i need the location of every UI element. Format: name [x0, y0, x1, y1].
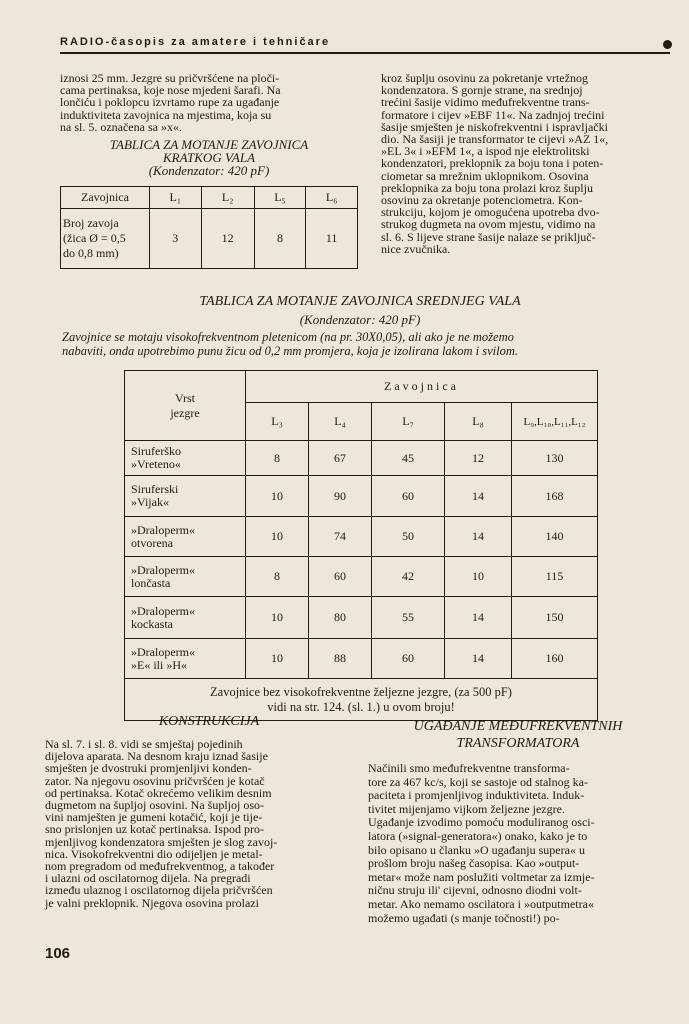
table2 — [124, 370, 598, 721]
text-line: dio. Na šasiji je transformator te cijevi »AZ 1«, — [381, 132, 609, 147]
text-line: trećini šasije vidimo međufrekventne trans- — [381, 95, 590, 110]
table2-cell: 50 — [372, 517, 445, 557]
table1-title-line: TABLICA ZA MOTANJE ZAVOJNICA — [109, 137, 309, 152]
table2-cell: 10 — [246, 476, 309, 517]
table2-cell: 160 — [512, 639, 598, 679]
table-row — [125, 557, 598, 597]
table2-cell: 88 — [309, 639, 372, 679]
text-line: mjenljivog kondenzatora smješten je slog zavoj- — [45, 834, 278, 849]
text-line: strukog dugmeta na ovom mjestu, vidimo na — [381, 217, 596, 232]
core-name: lončasta — [131, 575, 171, 590]
table2-cell: 80 — [309, 597, 372, 639]
table2-cell: 140 — [512, 517, 598, 557]
text-line: je valni preklopnik. Njegova osovina prolazi — [45, 895, 259, 910]
table2-cell: 10 — [246, 517, 309, 557]
text-line: cama pertinaksa, koje nose mjedeni šarafi. Na — [60, 83, 281, 98]
table1-cell: 11 — [306, 209, 358, 269]
row-label-line: (žica Ø = 0,5 — [63, 231, 126, 245]
core-type — [125, 557, 246, 597]
table2-cell: 55 — [372, 597, 445, 639]
left-top-text — [60, 72, 358, 133]
running-header: RADIO-časopis za amatere i tehničare — [60, 36, 331, 48]
core-name: otvorena — [131, 535, 173, 550]
header-dot — [663, 40, 672, 49]
ugadanje-title-line: UGAĐANJE MEĐUFREKVENTNIH — [413, 719, 623, 734]
core-type — [125, 597, 246, 639]
text-line: nom pregradom od međufrekventnog, a također — [45, 859, 275, 874]
table-row — [125, 639, 598, 679]
text-line: nica. Visokofrekventni dio odijeljen je metal- — [45, 846, 263, 861]
table2-col-header: L₈ — [445, 403, 512, 441]
table2-cell: 10 — [445, 557, 512, 597]
text-line: metar. Ako nemamo oscilatora i »outputmetra« — [368, 896, 594, 911]
corner-line: jezgre — [170, 405, 200, 420]
table2-cell: 60 — [372, 639, 445, 679]
core-name: »Vreteno« — [131, 457, 181, 471]
right-top-text — [381, 72, 679, 255]
table2-cell: 12 — [445, 441, 512, 476]
text-line: dijelova aparata. Na desnom kraju iznad šasije — [45, 749, 268, 764]
core-type — [125, 517, 246, 557]
corner-line: Vrst — [175, 390, 195, 405]
table2-cell: 8 — [246, 441, 309, 476]
table2-cell: 60 — [372, 476, 445, 517]
core-name: kockasta — [131, 616, 173, 631]
text-line: sl. 6. S lijeve strane šasije nalaze se priključ- — [381, 229, 596, 244]
table2-group-row — [125, 371, 598, 403]
text-line: prošlom broju našeg časopisa. Kao »output- — [368, 856, 580, 871]
text-line: od pertinaksa. Kotač okrećemo velikim desnim — [45, 785, 272, 800]
table2-cell: 74 — [309, 517, 372, 557]
text-line: iznosi 25 mm. Jezgre su pričvršćene na ploči- — [60, 71, 280, 85]
table2-cell: 42 — [372, 557, 445, 597]
core-name: »Draloperm« — [131, 603, 195, 618]
table2-cell: 168 — [512, 476, 598, 517]
text-line: ciometar sa mrežnim uklopnikom. Osovina — [381, 168, 589, 183]
table2-title: TABLICA ZA MOTANJE ZAVOJNICA SREDNJEG VALA — [199, 294, 521, 309]
core-name: »E« ili »H« — [131, 657, 187, 672]
page-number: 106 — [45, 945, 71, 962]
row-label-line: do 0,8 mm) — [63, 246, 119, 260]
table2-cell: 150 — [512, 597, 598, 639]
table2-col-header: L₃ — [246, 403, 309, 441]
text-line: bilo opisano u članku »O ugađanju supera« u — [368, 842, 585, 857]
table-row — [125, 441, 598, 476]
table1-title-line: KRATKOG VALA — [162, 150, 256, 165]
text-line: tore za 467 kc/s, koji se sastoje od stalnog ka- — [368, 774, 588, 789]
table1-header: L₂ — [201, 187, 254, 209]
text-line: sno prislonjen uz kotač pertinaksa. Ispod pro- — [45, 822, 264, 837]
table2-group-header: Zavojnica — [246, 371, 598, 403]
table1-row-label — [61, 209, 150, 269]
text-line: preklopnika za boju tona prolazi kroz šuplju — [381, 180, 593, 195]
table2-intro — [62, 330, 672, 358]
text-line: zator. Na njegovu osovinu pričvršćen je kotač — [45, 773, 265, 788]
ugadanje-title-line: TRANSFORMATORA — [456, 736, 580, 751]
text-line: paciteta i promjenljivog induktiviteta. Induk- — [368, 788, 585, 803]
table1-cell: 8 — [254, 209, 306, 269]
intro-line: nabaviti, onda upotrebimo punu žicu od 0,2 mm promjera, koja je izolirana lakom i svilom. — [62, 344, 518, 358]
core-name: Siruferško — [131, 444, 181, 458]
text-line: kroz šuplju osovinu za pokretanje vrtežnog — [381, 71, 588, 85]
core-type — [125, 441, 246, 476]
text-line: induktiviteta zavojnica na mjestima, koja su — [60, 107, 272, 122]
text-line: i ulazni od oscilatornog dijela. Na pregradi — [45, 871, 251, 886]
table2-cell: 115 — [512, 557, 598, 597]
core-name: »Draloperm« — [131, 562, 195, 577]
text-line: tivitet mijenjamo vijkom željezne jezgre. — [368, 801, 565, 816]
text-line: metar« može nam poslužiti voltmetar za izmje- — [368, 869, 595, 884]
table-row — [125, 476, 598, 517]
table1-row — [61, 209, 358, 269]
table1-subtitle: (Kondenzator: 420 pF) — [148, 163, 270, 178]
text-line: osovinu za okretanje potenciometra. Kon- — [381, 193, 583, 208]
table2-cell: 90 — [309, 476, 372, 517]
table2-cell: 14 — [445, 476, 512, 517]
table1 — [60, 186, 358, 269]
text-line: vini namješten je gumeni kotačić, koji je tije- — [45, 810, 263, 825]
core-type — [125, 476, 246, 517]
table2-cell: 14 — [445, 517, 512, 557]
table2-col-header: L₄ — [309, 403, 372, 441]
table1-cell: 12 — [201, 209, 254, 269]
table1-header: L₆ — [306, 187, 358, 209]
text-line: lončiću i poklopcu izvrtamo rupe za ugađanje — [60, 95, 280, 110]
text-line: latora (»signal-generatora«) onako, kako je to — [368, 828, 588, 843]
table1-title — [60, 138, 358, 177]
table2-corner — [125, 371, 246, 441]
table-row — [125, 597, 598, 639]
table2-cell: 14 — [445, 597, 512, 639]
table2-cell: 130 — [512, 441, 598, 476]
table2-col-header: L₉,L₁₀,L₁₁,L₁₂ — [512, 403, 598, 441]
footnote-line: Zavojnice bez visokofrekventne željezne jezgre, (za 500 pF) — [210, 684, 512, 699]
text-line: Na sl. 7. i sl. 8. vidi se smještaj pojedinih — [45, 737, 243, 751]
text-line: Načinili smo međufrekventne transforma- — [368, 761, 570, 775]
core-type — [125, 639, 246, 679]
table-row — [125, 517, 598, 557]
text-line: kondenzatori, preklopnik za boju tona i poten- — [381, 156, 604, 171]
text-line: formatore i cijev »EBF 11«. Na zadnjoj trećini — [381, 107, 605, 122]
text-line: između ulaznog i oscilatornog dijela pričvršćen — [45, 883, 273, 898]
table2-cell: 8 — [246, 557, 309, 597]
text-line: dugmetom na šupljoj osovini. Na šupljoj oso- — [45, 798, 264, 813]
table2-cell: 10 — [246, 597, 309, 639]
core-name: »Vijak« — [131, 495, 169, 509]
table1-header-row — [61, 187, 358, 209]
core-name: »Draloperm« — [131, 522, 195, 537]
table2-col-header: L₇ — [372, 403, 445, 441]
table2-cell: 45 — [372, 441, 445, 476]
table2-subtitle: (Kondenzator: 420 pF) — [299, 312, 421, 327]
table1-header: Zavojnica — [61, 187, 150, 209]
ugadanje-text — [368, 762, 668, 925]
table2-cell: 60 — [309, 557, 372, 597]
ugadanje-title — [368, 718, 668, 752]
row-label-line: Broj zavoja — [63, 216, 119, 230]
text-line: kondenzatora. S gornje strane, na srednjoj — [381, 83, 583, 98]
text-line: Ugađanje izvodimo pomoću moduliranog osci- — [368, 815, 595, 830]
konstrukcija-title: KONSTRUKCIJA — [158, 714, 260, 729]
header-rule — [60, 52, 670, 54]
table1-header: L₁ — [150, 187, 202, 209]
table2-cell: 67 — [309, 441, 372, 476]
text-line: »EL 3« i »EFM 1«, a ispod nje elektrolitski — [381, 144, 590, 159]
konstrukcija-text — [45, 738, 348, 909]
text-line: strukciju, kojom je omogućena upotreba dvo- — [381, 205, 600, 220]
text-line: smješten je dvostruki promjenljivi konden- — [45, 761, 252, 776]
core-name: Siruferski — [131, 482, 179, 496]
table2-cell: 14 — [445, 639, 512, 679]
table2-cell: 10 — [246, 639, 309, 679]
table1-cell: 3 — [150, 209, 202, 269]
text-line: ničnu struju ili' cijevni, odnosno diodni volt- — [368, 883, 582, 898]
intro-line: Zavojnice se motaju visokofrekventnom pletenicom (na pr. 30X0,05), ali ako je ne možemo — [62, 330, 514, 344]
footnote-line: vidi na str. 124. (sl. 1.) u ovom broju! — [267, 699, 455, 714]
text-line: nice zvučnika. — [381, 241, 451, 256]
text-line: možemo ugađati (s manje točnosti!) po- — [368, 910, 560, 925]
text-line: na sl. 5. označena sa »x«. — [60, 119, 182, 134]
table1-header: L₅ — [254, 187, 306, 209]
text-line: šasije smješten je niskofrekventni i ispravljački — [381, 119, 608, 134]
core-name: »Draloperm« — [131, 644, 195, 659]
